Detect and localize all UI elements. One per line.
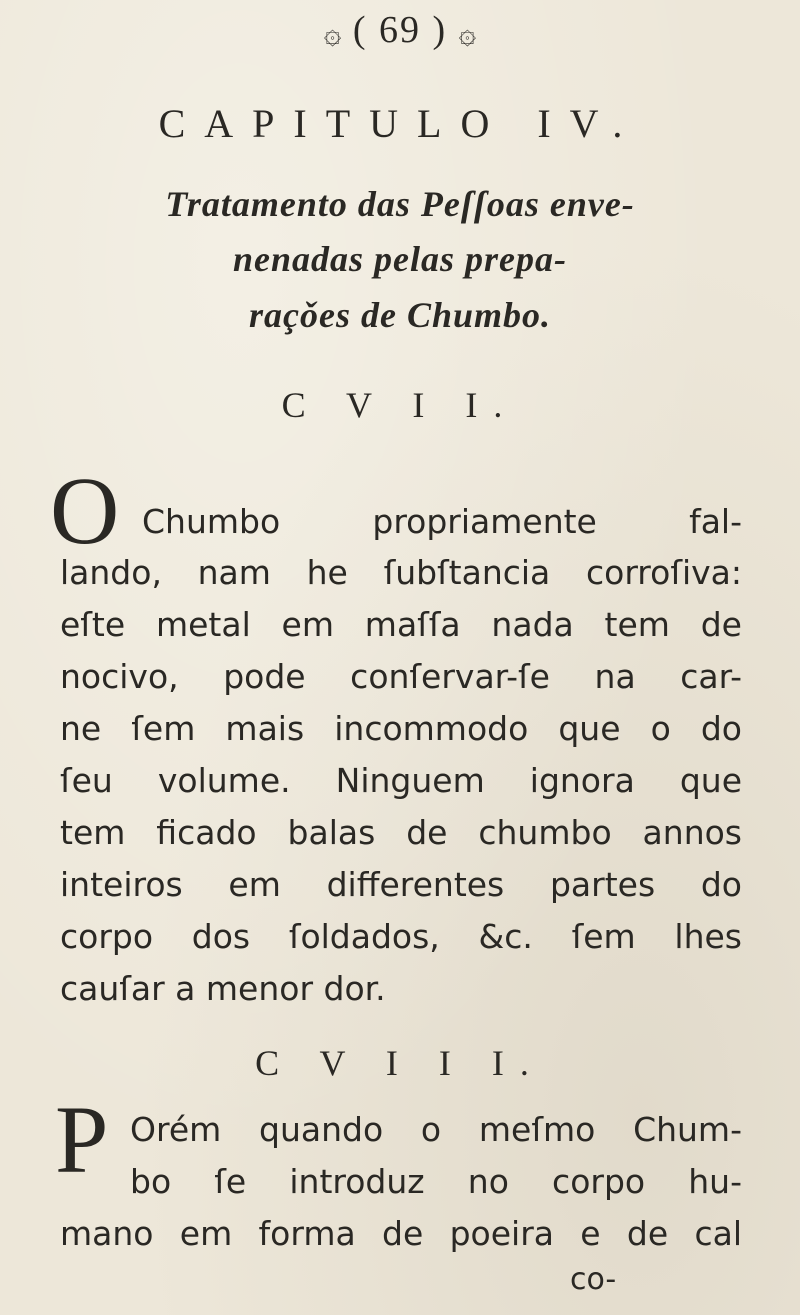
page-header	[0, 8, 800, 52]
catchword: co-	[570, 1262, 617, 1297]
page-number: ( 69 )	[352, 9, 448, 51]
chapter-title-line: Tratamento das Peſſoas enve-	[165, 184, 635, 224]
ornament-right-icon: ۞	[458, 16, 477, 50]
paragraph-line: inteiros em differentes partes do	[60, 865, 742, 904]
chapter-title-line: nenadas pelas prepa-	[233, 239, 567, 279]
chapter-heading: CAPITULO IV.	[158, 101, 642, 146]
paragraph-line: nocivo, pode conſervar-ſe na car-	[60, 657, 742, 696]
paragraph-line: Orém quando o meſmo Chum-	[130, 1110, 742, 1149]
drop-cap: P	[55, 1086, 109, 1193]
paragraph-line: bo ſe introduz no corpo hu-	[130, 1162, 742, 1201]
drop-cap: O	[50, 457, 120, 564]
ornament-left-icon: ۞	[323, 16, 342, 50]
section-heading-cviii: C V I I I.	[255, 1043, 545, 1083]
paragraph-line: mano em forma de poeira e de cal	[60, 1214, 742, 1253]
paragraph-line: tem ficado balas de chumbo annos	[60, 813, 742, 852]
paragraph-line: cauſar a menor dor.	[60, 969, 386, 1008]
paragraph-line: eſte metal em maſſa nada tem de	[60, 605, 742, 644]
chapter-title-line: raçǒes de Chumbo.	[248, 295, 551, 335]
paragraph-line: ſeu volume. Ninguem ignora que	[60, 761, 742, 800]
paragraph-line: Chumbo propriamente fal-	[142, 502, 742, 541]
section-heading-cvii: C V I I.	[281, 385, 519, 425]
paragraph-line: lando, nam he ſubſtancia corroſiva:	[60, 553, 742, 592]
paragraph-line: corpo dos ſoldados, &c. ſem lhes	[60, 917, 742, 956]
paragraph-line: ne ſem mais incommodo que o do	[60, 709, 742, 748]
